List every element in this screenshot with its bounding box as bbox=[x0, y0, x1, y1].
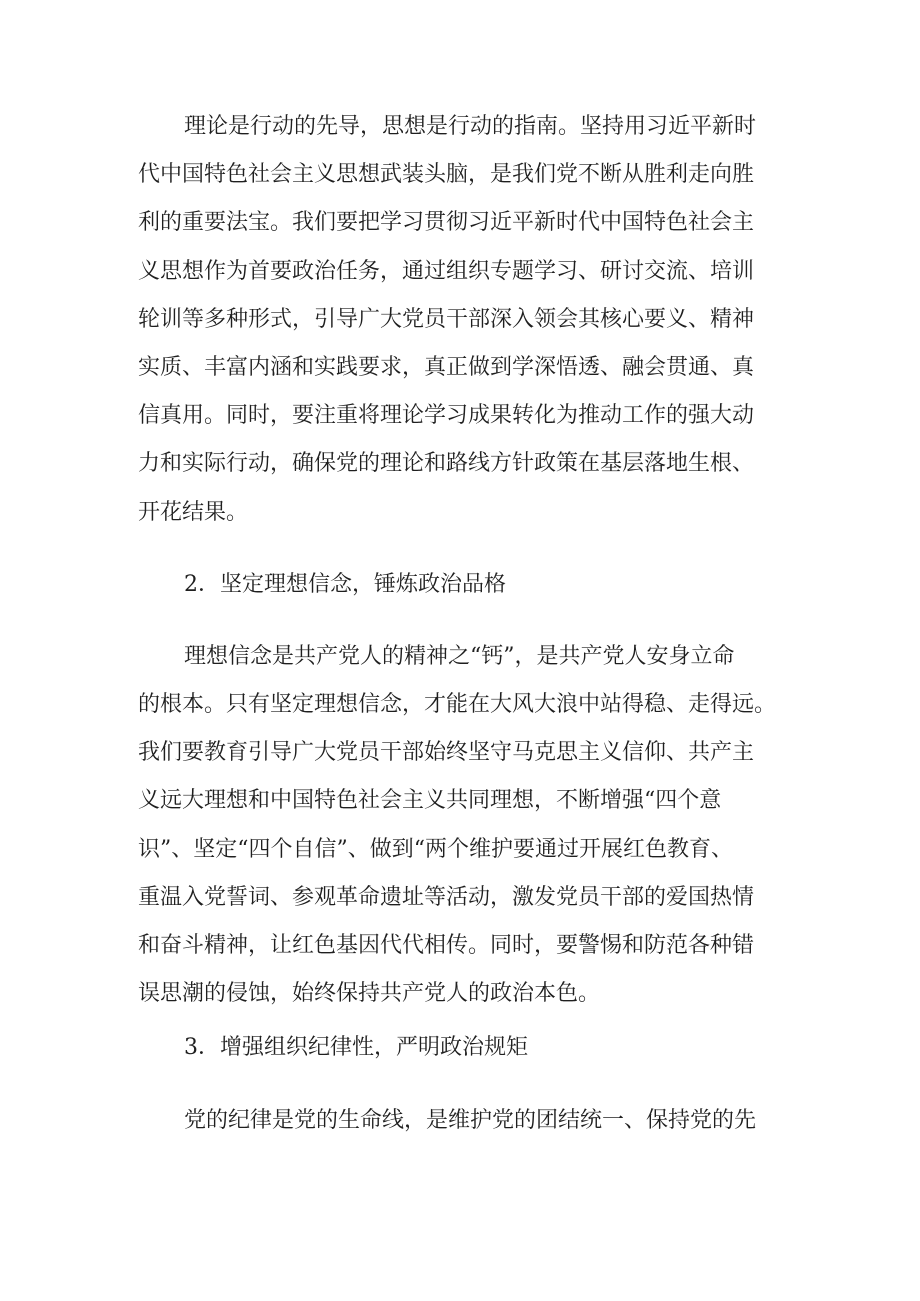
paragraph-line: 理论是行动的先导，思想是行动的指南。坚持用习近平新时 bbox=[184, 114, 757, 139]
paragraph-line: 利的重要法宝。我们要把学习贯彻习近平新时代中国特色社会主 bbox=[138, 210, 755, 236]
paragraph-ideals bbox=[138, 633, 798, 1019]
paragraph-line: 的根本。只有坚定理想信念，才能在大风大浪中站得稳、走得远。 bbox=[138, 692, 777, 718]
paragraph-line: 开花结果。 bbox=[138, 499, 249, 525]
paragraph-line: 实质、丰富内涵和实践要求，真正做到学深悟透、融会贯通、真 bbox=[138, 354, 755, 380]
paragraph-line: 和奋斗精神，让红色基因代代相传。同时，要警惕和防范各种错 bbox=[138, 933, 755, 958]
paragraph-line: 信真用。同时，要注重将理论学习成果转化为推动工作的强大动 bbox=[138, 403, 755, 429]
paragraph-line: 力和实际行动，确保党的理论和路线方针政策在基层落地生根、 bbox=[138, 451, 755, 477]
paragraph-line: 我们要教育引导广大党员干部始终坚守马克思主义信仰、共产主 bbox=[138, 740, 755, 766]
paragraph-line: 义思想作为首要政治任务，通过组织专题学习、研讨交流、培训 bbox=[138, 258, 755, 284]
paragraph-line: 义远大理想和中国特色社会主义共同理想，不断增强“四个意 bbox=[138, 788, 722, 814]
paragraph-line: 代中国特色社会主义思想武装头脑，是我们党不断从胜利走向胜 bbox=[138, 162, 755, 188]
paragraph-theory bbox=[138, 103, 798, 537]
paragraph-line: 党的纪律是党的生命线，是维护党的团结统一、保持党的先 bbox=[184, 1107, 757, 1133]
paragraph-line: 误思潮的侵蚀，始终保持共产党人的政治本色。 bbox=[138, 981, 601, 1007]
paragraph-discipline bbox=[138, 1097, 798, 1145]
paragraph-line: 识”、坚定“四个自信”、做到“两个维护要通过开展红色教育、 bbox=[138, 836, 733, 862]
section-heading-2: 2．坚定理想信念，锤炼政治品格 bbox=[184, 571, 506, 597]
paragraph-line: 轮训等多种形式，引导广大党员干部深入领会其核心要义、精神 bbox=[138, 306, 755, 332]
document-body bbox=[138, 103, 798, 1145]
section-heading-3: 3．增强组织纪律性，严明政治规矩 bbox=[184, 1035, 528, 1061]
paragraph-line: 重温入党誓词、参观革命遗址等活动，激发党员干部的爱国热情 bbox=[138, 884, 755, 910]
paragraph-line: 理想信念是共产党人的精神之“钙”，是共产党人安身立命 bbox=[184, 643, 735, 669]
